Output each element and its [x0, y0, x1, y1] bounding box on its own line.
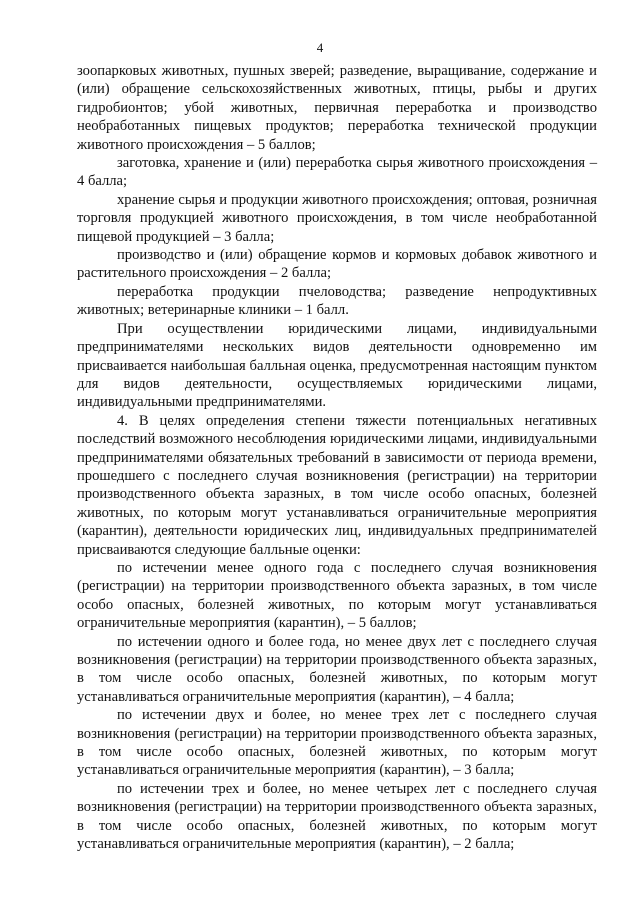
paragraph: по истечении двух и более, но менее трех лет с последнего случая возникновения (регистрации) на территории производственного объекта заразных, в том числе особо опасных, болезней животных, по которым могут устанавливаться ограничительные мероприятия (карантин), – 3 балла; [77, 707, 597, 779]
page-number: 4 [316, 40, 324, 55]
paragraph-continuation: зоопарковых животных, пушных зверей; разведение, выращивание, содержание и (или) обращение сельскохозяйственных животных, птицы, рыбы и других гидробионтов; убой животных, первичная переработка и производство необработанных пищевых продуктов; переработка технической продукции животного происхождения – 5 баллов; [77, 63, 597, 153]
paragraph: хранение сырья и продукции животного происхождения; оптовая, розничная торговля продукцией животного происхождения, в том числе необработанной пищевой продукцией – 3 балла; [77, 191, 597, 245]
paragraph: переработка продукции пчеловодства; разведение непродуктивных животных; ветеринарные клиники – 1 балл. [77, 283, 597, 319]
paragraph: заготовка, хранение и (или) переработка сырья животного происхождения – 4 балла; [77, 155, 597, 190]
paragraph: по истечении одного и более года, но менее двух лет с последнего случая возникновения (регистрации) на территории производственного объекта заразных, в том числе особо опасных, болезней животных, по которым могут устанавливаться ограничительные мероприятия (карантин), – 4 балла; [77, 633, 597, 705]
document-body [77, 62, 597, 853]
paragraph: При осуществлении юридическими лицами, индивидуальными предпринимателями нескольких видов деятельности одновременно им присваивается наибольшая балльная оценка, предусмотренная настоящим пунктом для видов деятельности, осуществляемых юридическими лицами, индивидуальными предпринимателями. [77, 320, 597, 411]
paragraph: производство и (или) обращение кормов и кормовых добавок животного и растительного происхождения – 2 балла; [77, 247, 597, 282]
paragraph-section-4: 4. В целях определения степени тяжести потенциальных негативных последствий возможного несоблюдения юридическими лицами, индивидуальными предпринимателями обязательных требований в зависимости от периода времени, прошедшего с последнего случая возникновения (регистрации) на территории производственного объекта заразных, в том числе особо опасных, болезней животных, по которым могут устанавливаться ограничительные мероприятия (карантин), деятельности юридических лиц, индивидуальных предпринимателей присваиваются следующие балльные оценки: [77, 412, 597, 558]
paragraph: по истечении трех и более, но менее четырех лет с последнего случая возникновения (регистрации) на территории производственного объекта заразных, в том числе особо опасных, болезней животных, по которым могут устанавливаться ограничительные мероприятия (карантин), – 2 балла; [77, 780, 597, 853]
paragraph: по истечении менее одного года с последнего случая возникновения (регистрации) на территории производственного объекта заразных, в том числе особо опасных, болезней животных, по которым могут устанавливаться ограничительные мероприятия (карантин), – 5 баллов; [77, 559, 597, 632]
